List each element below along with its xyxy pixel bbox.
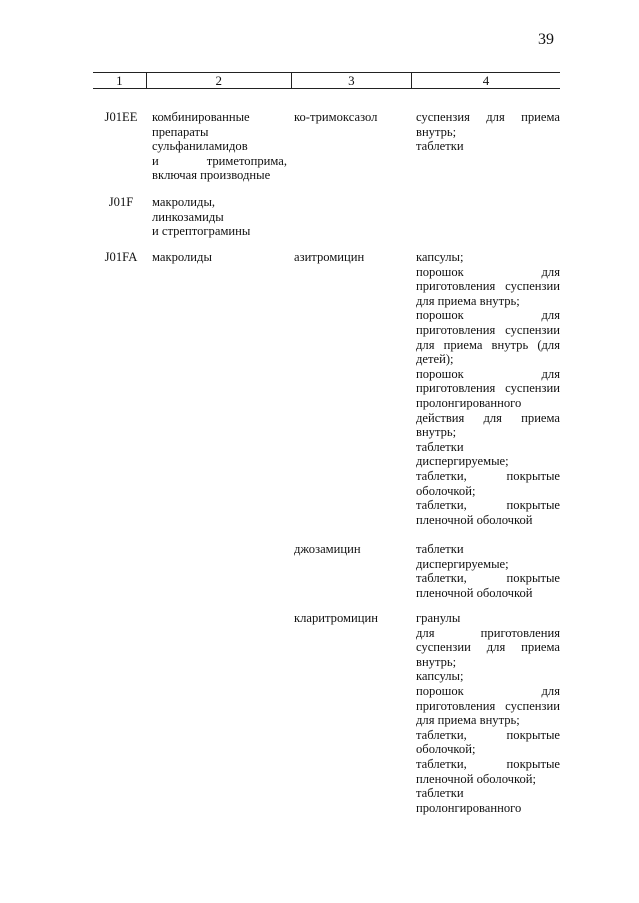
name-line: включая производные bbox=[152, 168, 271, 183]
name-line bbox=[152, 154, 287, 169]
form-line bbox=[416, 265, 560, 280]
form-line: для приема внутрь; bbox=[416, 293, 520, 308]
name-line: линкозамиды bbox=[152, 209, 224, 224]
row-name bbox=[152, 250, 287, 265]
row-name bbox=[152, 110, 287, 183]
word: для bbox=[486, 110, 505, 124]
row-code: J01FA bbox=[104, 250, 138, 264]
word: таблетки, bbox=[416, 756, 467, 771]
form-line bbox=[416, 381, 560, 396]
word: (для bbox=[537, 337, 560, 352]
form-line: капсулы; bbox=[416, 250, 464, 264]
word: приготовления bbox=[480, 625, 560, 640]
form-line bbox=[416, 367, 560, 382]
word: приема bbox=[521, 110, 560, 124]
form-line bbox=[416, 498, 560, 513]
form-line bbox=[416, 684, 560, 699]
table-header bbox=[93, 72, 560, 89]
row-name bbox=[152, 195, 287, 239]
row-drug: ко-тримоксазол bbox=[294, 110, 378, 124]
form-line bbox=[416, 308, 560, 323]
word: приготовления bbox=[416, 279, 496, 294]
header-col-3: 3 bbox=[291, 73, 411, 88]
form-line bbox=[416, 110, 560, 125]
header-col-1: 1 bbox=[116, 73, 123, 88]
word: суспензии bbox=[505, 381, 560, 396]
word: суспензии bbox=[416, 640, 471, 655]
word: приготовления bbox=[416, 381, 496, 396]
word: порошок bbox=[416, 683, 464, 698]
word: действия bbox=[416, 410, 465, 425]
word: покрытые bbox=[506, 498, 560, 513]
name-line: препараты bbox=[152, 124, 209, 139]
form-line bbox=[416, 757, 560, 772]
word: суспензии bbox=[505, 698, 560, 713]
word: покрытые bbox=[506, 468, 560, 483]
form-line bbox=[416, 279, 560, 294]
row-code: J01F bbox=[108, 195, 134, 209]
word: порошок bbox=[416, 308, 464, 323]
header-col-4: 4 bbox=[411, 73, 560, 88]
form-line: внутрь; bbox=[416, 654, 457, 669]
row-forms bbox=[416, 611, 560, 815]
form-line: оболочкой; bbox=[416, 483, 476, 498]
word: порошок bbox=[416, 366, 464, 381]
word: для bbox=[416, 625, 435, 640]
word: приема bbox=[443, 337, 483, 352]
form-line: диспергируемые; bbox=[416, 454, 509, 469]
form-line: оболочкой; bbox=[416, 742, 476, 757]
form-line: пленочной оболочкой bbox=[416, 585, 533, 600]
form-line: таблетки bbox=[416, 139, 464, 154]
form-line: пролонгированного bbox=[416, 800, 522, 815]
form-line: таблетки bbox=[416, 542, 464, 556]
word: покрытые bbox=[506, 571, 560, 586]
form-line: пленочной оболочкой bbox=[416, 512, 533, 527]
row-forms bbox=[416, 250, 560, 527]
word: для bbox=[541, 264, 560, 279]
word: таблетки, bbox=[416, 498, 467, 513]
form-line bbox=[416, 626, 560, 641]
word: для bbox=[541, 308, 560, 323]
word: таблетки, bbox=[416, 571, 467, 586]
form-line: пленочной оболочкой; bbox=[416, 771, 537, 786]
form-line: гранулы bbox=[416, 611, 461, 625]
word: порошок bbox=[416, 264, 464, 279]
name-line: и стрептограмины bbox=[152, 224, 251, 239]
form-line bbox=[416, 571, 560, 586]
form-line: внутрь; bbox=[416, 425, 457, 440]
row-forms bbox=[416, 110, 560, 154]
form-line bbox=[416, 323, 560, 338]
form-line: для приема внутрь; bbox=[416, 713, 520, 728]
word: покрытые bbox=[506, 756, 560, 771]
form-line bbox=[416, 411, 560, 426]
word: для bbox=[541, 683, 560, 698]
word: для bbox=[416, 337, 435, 352]
form-line: пролонгированного bbox=[416, 395, 522, 410]
word: приема bbox=[521, 410, 560, 425]
word: приготовления bbox=[416, 698, 496, 713]
name-line: комбинированные bbox=[152, 110, 250, 124]
form-line: капсулы; bbox=[416, 669, 464, 684]
name-line: сульфаниламидов bbox=[152, 139, 248, 154]
form-line bbox=[416, 469, 560, 484]
page-number: 39 bbox=[538, 31, 554, 48]
row-code: J01EE bbox=[104, 110, 138, 124]
word: суспензии bbox=[505, 322, 560, 337]
form-line: диспергируемые; bbox=[416, 556, 509, 571]
name-line: макролиды bbox=[152, 250, 212, 264]
form-line: внутрь; bbox=[416, 124, 457, 139]
word: суспензии bbox=[505, 279, 560, 294]
row-forms bbox=[416, 542, 560, 600]
row-drug: джозамицин bbox=[294, 542, 361, 556]
form-line bbox=[416, 338, 560, 353]
word: суспензия bbox=[416, 110, 470, 124]
word: для bbox=[483, 410, 502, 425]
name-line: макролиды, bbox=[152, 195, 216, 209]
row-drug: кларитромицин bbox=[294, 611, 378, 625]
form-line: таблетки bbox=[416, 786, 464, 801]
form-line bbox=[416, 699, 560, 714]
word: покрытые bbox=[506, 727, 560, 742]
word: таблетки, bbox=[416, 468, 467, 483]
word: приема bbox=[521, 640, 560, 655]
word: внутрь bbox=[491, 337, 529, 352]
word: для bbox=[486, 640, 506, 655]
header-col-2: 2 bbox=[146, 73, 291, 88]
word: таблетки, bbox=[416, 727, 467, 742]
word: триметоприма, bbox=[206, 153, 287, 168]
row-drug: азитромицин bbox=[294, 250, 365, 264]
form-line bbox=[416, 640, 560, 655]
word: приготовления bbox=[416, 322, 496, 337]
word: для bbox=[541, 366, 560, 381]
form-line bbox=[416, 728, 560, 743]
form-line: таблетки bbox=[416, 439, 464, 454]
word: и bbox=[152, 153, 159, 168]
form-line: детей); bbox=[416, 352, 454, 367]
